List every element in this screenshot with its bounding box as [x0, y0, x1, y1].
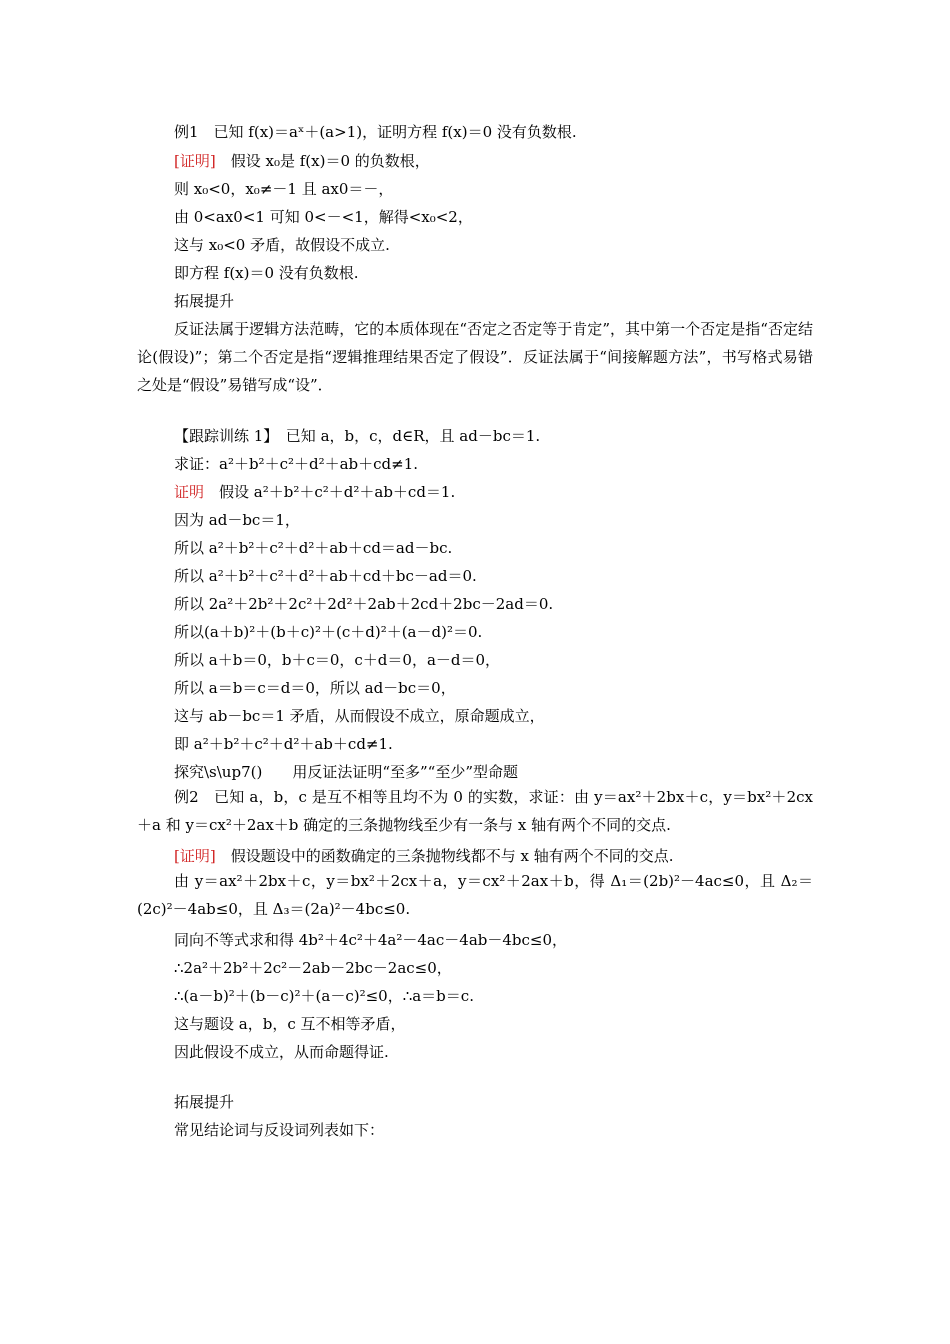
proof2-start	[174, 482, 455, 502]
explore-heading: 探究\s\up7() 用反证法证明“至多”“至少”型命题	[174, 763, 518, 781]
training-claim: 求证：a²＋b²＋c²＋d²＋ab＋cd≠1.	[174, 455, 419, 473]
proof1-line: 则 x₀<0，x₀≠－1 且 ax0＝－，	[174, 180, 394, 198]
proof2-line: 所以 a²＋b²＋c²＋d²＋ab＋cd＋bc－ad＝0.	[174, 567, 477, 585]
proof2-line: 所以 2a²＋2b²＋2c²＋2d²＋2ab＋2cd＋2bc－2ad＝0.	[174, 595, 554, 613]
example2-statement: 例2 已知 a，b，c 是互不相等且均不为 0 的实数，求证：由 y＝ax²＋2bx＋c，y＝bx²＋2cx＋a 和 y＝cx²＋2ax＋b 确定的三条抛物线至少有一条与 x 轴有两个不同的交点.	[137, 788, 813, 834]
section-heading: 拓展提升	[174, 292, 235, 310]
section-heading: 拓展提升	[174, 1093, 235, 1111]
proof-tag: 证明	[174, 483, 205, 501]
proof3-line: 假设题设中的函数确定的三条抛物线都不与 x 轴有两个不同的交点.	[215, 847, 674, 865]
proof3-start	[174, 846, 674, 866]
proof1-start	[174, 151, 430, 171]
proof2-line: 所以 a²＋b²＋c²＋d²＋ab＋cd＝ad－bc.	[174, 539, 453, 557]
proof1-line: 假设 x₀是 f(x)＝0 的负数根，	[215, 152, 430, 170]
proof3-line: ∴2a²＋2b²＋2c²－2ab－2bc－2ac≤0，	[174, 959, 452, 977]
proof2-line: 即 a²＋b²＋c²＋d²＋ab＋cd≠1.	[174, 735, 393, 753]
proof2-line: 假设 a²＋b²＋c²＋d²＋ab＋cd＝1.	[204, 483, 456, 501]
extension-paragraph: 反证法属于逻辑方法范畴，它的本质体现在“否定之否定等于肯定”，其中第一个否定是指“否定结论(假设)”；第二个否定是指“逻辑推理结果否定了假设”．反证法属于“间接解题方法”，书写格式易错之处是“假设”易错写成“设”．	[137, 320, 813, 394]
proof2-line: 所以 a＝b＝c＝d＝0，所以 ad－bc＝0，	[174, 679, 456, 697]
table-intro: 常见结论词与反设词列表如下：	[174, 1121, 385, 1139]
training-statement: 【跟踪训练 1】 已知 a，b，c，d∈R，且 ad－bc＝1.	[174, 427, 541, 445]
proof-tag: [证明]	[174, 152, 216, 170]
proof2-line: 所以(a＋b)²＋(b＋c)²＋(c＋d)²＋(a－d)²＝0.	[174, 623, 483, 641]
proof-tag: [证明]	[174, 847, 216, 865]
proof1-line: 即方程 f(x)＝0 没有负数根.	[174, 264, 359, 282]
proof2-line: 这与 ab－bc＝1 矛盾，从而假设不成立，原命题成立，	[174, 707, 545, 725]
proof1-line: 由 0<ax0<1 可知 0<－<1，解得<x₀<2，	[174, 208, 473, 226]
proof3-line: 由 y＝ax²＋2bx＋c，y＝bx²＋2cx＋a，y＝cx²＋2ax＋b，得 Δ₁＝(2b)²－4ac≤0，且 Δ₂＝(2c)²－4ab≤0，且 Δ₃＝(2a)²－4bc≤0.	[137, 872, 813, 918]
proof1-line: 这与 x₀<0 矛盾，故假设不成立.	[174, 236, 390, 254]
proof3-line: 这与题设 a，b，c 互不相等矛盾，	[174, 1015, 406, 1033]
proof3-line: 同向不等式求和得 4b²＋4c²＋4a²－4ac－4ab－4bc≤0，	[174, 931, 568, 949]
proof2-line: 因为 ad－bc＝1，	[174, 511, 300, 529]
proof3-line: ∴(a－b)²＋(b－c)²＋(a－c)²≤0，∴a＝b＝c.	[174, 987, 474, 1005]
example1-statement: 例1 已知 f(x)＝aˣ＋(a>1)，证明方程 f(x)＝0 没有负数根.	[174, 123, 577, 141]
proof3-line: 因此假设不成立，从而命题得证.	[174, 1043, 389, 1061]
proof2-line: 所以 a＋b＝0，b＋c＝0，c＋d＝0，a－d＝0，	[174, 651, 501, 669]
